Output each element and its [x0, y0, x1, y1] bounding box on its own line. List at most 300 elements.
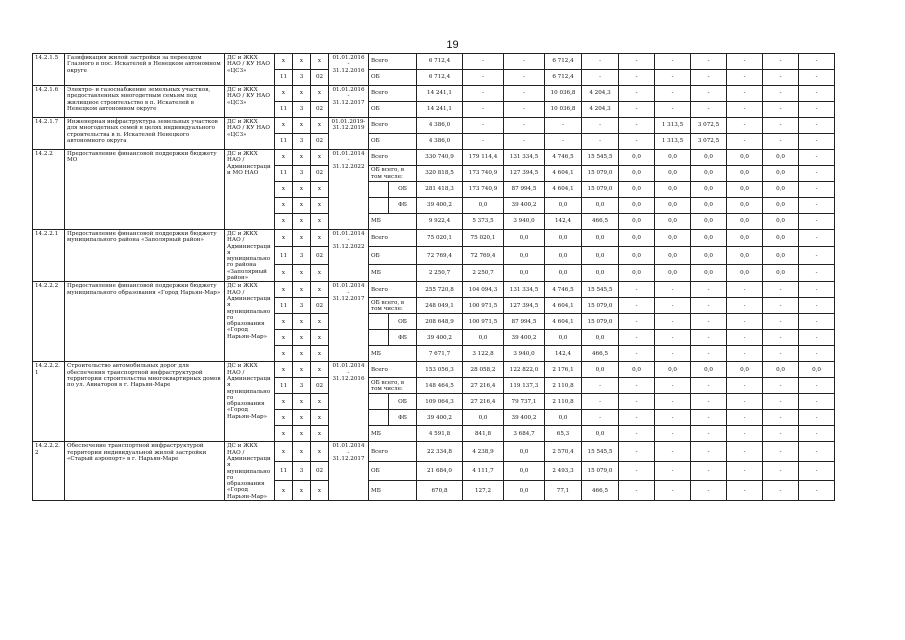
- table-cell: -: [727, 86, 763, 102]
- table-cell: 119 137,3: [504, 378, 545, 394]
- table-cell: -: [655, 426, 691, 442]
- table-cell: 173 740,9: [463, 182, 504, 198]
- table-cell: 2 493,3: [545, 461, 582, 481]
- table-cell: 4 604,1: [545, 298, 582, 314]
- table-cell: x: [275, 394, 293, 410]
- table-cell: x: [293, 394, 311, 410]
- table-cell: 0,0: [582, 198, 619, 214]
- table-cell: -: [727, 118, 763, 134]
- table-cell: 0,0: [619, 362, 655, 378]
- table-cell: 127,2: [463, 481, 504, 501]
- table-cell: 22 334,8: [417, 442, 463, 462]
- table-cell: -: [727, 442, 763, 462]
- table-cell: 0,0: [727, 214, 763, 230]
- table-cell: 0,0: [619, 264, 655, 281]
- table-cell: -: [763, 134, 799, 150]
- table-cell: 4 204,3: [582, 86, 619, 102]
- table-cell: x: [275, 346, 293, 362]
- table-cell: 148 464,5: [417, 378, 463, 394]
- table-cell: -: [655, 54, 691, 70]
- table-row: [33, 230, 875, 247]
- table-cell: 0,0: [763, 247, 799, 264]
- table-cell: 0,0: [582, 362, 619, 378]
- table-cell: x: [311, 182, 329, 198]
- table-cell: 100 971,5: [463, 314, 504, 330]
- table-cell: МБ: [369, 481, 417, 501]
- table-cell: 01.01.2014 - 31.12.2017: [329, 282, 369, 362]
- table-cell: 4 386,0: [417, 118, 463, 134]
- table-cell: 3 122,8: [463, 346, 504, 362]
- table-cell: 0,0: [619, 230, 655, 247]
- table-cell: -: [799, 410, 835, 426]
- table-cell: 02: [311, 70, 329, 86]
- table-cell: -: [727, 461, 763, 481]
- table-cell: -: [727, 330, 763, 346]
- table-cell: 0,0: [504, 230, 545, 247]
- table-cell: 127 394,5: [504, 298, 545, 314]
- table-cell: 0,0: [727, 182, 763, 198]
- table-cell: -: [799, 54, 835, 70]
- table-cell: x: [311, 282, 329, 298]
- table-cell: 0,0: [763, 150, 799, 166]
- table-cell: 109 064,3: [417, 394, 463, 410]
- table-cell: -: [799, 198, 835, 214]
- table-cell: 3: [293, 298, 311, 314]
- table-cell: 0,0: [655, 362, 691, 378]
- table-cell: 0,0: [619, 182, 655, 198]
- table-cell: 3: [293, 102, 311, 118]
- table-cell: 131 334,5: [504, 282, 545, 298]
- table-cell: -: [763, 330, 799, 346]
- table-cell: 14.2.1.7: [33, 118, 65, 150]
- table-cell: 01.01.2014 - 31.12.2022: [329, 230, 369, 282]
- table-cell: -: [763, 118, 799, 134]
- table-cell: 11: [275, 166, 293, 182]
- table-cell: -: [691, 426, 727, 442]
- table-cell: -: [763, 70, 799, 86]
- table-cell: 9 922,4: [417, 214, 463, 230]
- table-cell: -: [655, 410, 691, 426]
- table-cell: 330 740,9: [417, 150, 463, 166]
- table-cell: -: [799, 461, 835, 481]
- table-cell: -: [727, 54, 763, 70]
- table-cell: x: [293, 264, 311, 281]
- budget-table: [32, 53, 875, 501]
- table-cell: -: [655, 481, 691, 501]
- table-cell: 02: [311, 378, 329, 394]
- table-cell: 0,0: [504, 247, 545, 264]
- table-cell: ОБ всего, в том числе:: [369, 298, 417, 314]
- table-cell: x: [293, 410, 311, 426]
- table-cell: 0,0: [763, 166, 799, 182]
- table-cell: x: [311, 426, 329, 442]
- table-cell: -: [799, 214, 835, 230]
- table-cell: -: [463, 134, 504, 150]
- table-cell: 0,0: [691, 150, 727, 166]
- table-cell: 4 746,5: [545, 282, 582, 298]
- table-cell: 4 204,3: [582, 102, 619, 118]
- table-cell: 0,0: [619, 247, 655, 264]
- table-cell: 104 094,3: [463, 282, 504, 298]
- table-cell: x: [293, 330, 311, 346]
- table-cell: 14 241,1: [417, 102, 463, 118]
- table-cell: ДС и ЖКХ НАО / Администрация муниципального образования «Город Нарьян-Мар»: [225, 442, 275, 501]
- table-cell: ФБ: [389, 410, 417, 426]
- table-cell: 3 940,0: [504, 346, 545, 362]
- table-cell: ОБ: [369, 247, 417, 264]
- table-cell: -: [763, 481, 799, 501]
- table-cell: ДС и ЖКХ НАО / КУ НАО «ЦСЗ»: [225, 54, 275, 86]
- table-body: [33, 54, 875, 501]
- table-cell: x: [275, 330, 293, 346]
- table-cell: x: [293, 314, 311, 330]
- table-cell: -: [799, 282, 835, 298]
- table-cell: -: [582, 134, 619, 150]
- table-cell: 11: [275, 247, 293, 264]
- table-cell: -: [799, 134, 835, 150]
- table-cell: 100 971,5: [463, 298, 504, 314]
- table-cell: 02: [311, 134, 329, 150]
- table-cell: 670,8: [417, 481, 463, 501]
- table-cell: 65,3: [545, 426, 582, 442]
- table-cell: 0,0: [655, 247, 691, 264]
- table-cell: 3: [293, 247, 311, 264]
- table-cell: -: [655, 346, 691, 362]
- table-cell: ДС и ЖКХ НАО / КУ НАО «ЦСЗ»: [225, 86, 275, 118]
- table-cell: 1 313,5: [655, 118, 691, 134]
- table-cell: 11: [275, 378, 293, 394]
- table-cell: -: [763, 378, 799, 394]
- table-cell: -: [727, 134, 763, 150]
- table-cell: 14.2.2: [33, 150, 65, 230]
- table-cell: 0,0: [763, 230, 799, 247]
- table-cell: 15 545,5: [582, 150, 619, 166]
- table-cell: 02: [311, 166, 329, 182]
- table-cell: -: [691, 282, 727, 298]
- table-cell: -: [799, 378, 835, 394]
- table-cell: x: [275, 282, 293, 298]
- table-cell: -: [799, 394, 835, 410]
- table-cell: 75 020,1: [463, 230, 504, 247]
- table-cell: -: [763, 298, 799, 314]
- table-cell: -: [545, 134, 582, 150]
- table-cell: 21 684,0: [417, 461, 463, 481]
- table-cell: 0,0: [655, 264, 691, 281]
- table-cell: 39 400,2: [417, 198, 463, 214]
- table-cell: x: [311, 230, 329, 247]
- table-cell: -: [691, 394, 727, 410]
- table-cell: 0,0: [691, 198, 727, 214]
- table-cell: 0,0: [727, 198, 763, 214]
- table-cell: [369, 394, 389, 410]
- table-cell: -: [727, 394, 763, 410]
- table-cell: x: [311, 264, 329, 281]
- table-cell: 320 818,5: [417, 166, 463, 182]
- table-cell: -: [799, 166, 835, 182]
- table-cell: x: [311, 362, 329, 378]
- table-cell: [369, 410, 389, 426]
- table-cell: 0,0: [727, 247, 763, 264]
- table-cell: 3 072,5: [691, 118, 727, 134]
- table-cell: 0,0: [463, 198, 504, 214]
- table-row: [33, 362, 875, 378]
- table-cell: -: [504, 70, 545, 86]
- table-cell: -: [463, 102, 504, 118]
- table-cell: 127 394,5: [504, 166, 545, 182]
- table-cell: 0,0: [727, 264, 763, 281]
- table-cell: 3: [293, 70, 311, 86]
- table-cell: 01.01.2014 - 31.12.2022: [329, 150, 369, 230]
- table-cell: 0,0: [691, 247, 727, 264]
- table-cell: -: [799, 298, 835, 314]
- table-cell: x: [293, 86, 311, 102]
- table-cell: 10 036,8: [545, 86, 582, 102]
- table-cell: Всего: [369, 230, 417, 247]
- table-cell: МБ: [369, 426, 417, 442]
- table-cell: -: [619, 134, 655, 150]
- table-cell: x: [311, 330, 329, 346]
- table-cell: 248 049,1: [417, 298, 463, 314]
- table-cell: 6 712,4: [545, 70, 582, 86]
- table-cell: 0,0: [545, 247, 582, 264]
- table-cell: -: [727, 102, 763, 118]
- table-cell: 4 604,1: [545, 314, 582, 330]
- table-cell: 6 712,4: [417, 54, 463, 70]
- table-cell: 0,0: [763, 198, 799, 214]
- table-cell: [369, 182, 389, 198]
- table-cell: -: [619, 410, 655, 426]
- table-cell: -: [504, 134, 545, 150]
- table-cell: -: [727, 426, 763, 442]
- table-cell: 39 400,2: [504, 410, 545, 426]
- table-cell: 4 111,7: [463, 461, 504, 481]
- table-cell: 2 250,7: [417, 264, 463, 281]
- table-cell: ОБ всего, в том числе:: [369, 166, 417, 182]
- table-cell: x: [275, 214, 293, 230]
- table-cell: 3: [293, 166, 311, 182]
- table-cell: Всего: [369, 150, 417, 166]
- table-cell: 10 036,8: [545, 102, 582, 118]
- table-cell: 14.2.2.2.2: [33, 442, 65, 501]
- table-cell: -: [691, 481, 727, 501]
- table-cell: 6 712,4: [545, 54, 582, 70]
- table-cell: x: [275, 54, 293, 70]
- table-cell: -: [799, 314, 835, 330]
- table-cell: 0,0: [655, 214, 691, 230]
- table-cell: Газификация жилой застройки за переездом Глазного в пос. Искателей в Ненецком автономном округе: [65, 54, 225, 86]
- table-cell: -: [619, 86, 655, 102]
- table-cell: 01.01.2016 - 31.12.2016: [329, 54, 369, 86]
- table-cell: 0,0: [655, 230, 691, 247]
- table-cell: 142,4: [545, 346, 582, 362]
- table-cell: -: [582, 118, 619, 134]
- table-cell: ОБ: [369, 134, 417, 150]
- table-cell: -: [727, 282, 763, 298]
- table-cell: -: [799, 118, 835, 134]
- table-cell: 0,0: [763, 362, 799, 378]
- table-cell: -: [763, 461, 799, 481]
- table-cell: 77,1: [545, 481, 582, 501]
- table-cell: 0,0: [691, 264, 727, 281]
- table-cell: ОБ всего, в том числе:: [369, 378, 417, 394]
- table-cell: -: [799, 264, 835, 281]
- table-cell: 15 545,5: [582, 282, 619, 298]
- table-cell: x: [311, 214, 329, 230]
- table-cell: 75 020,1: [417, 230, 463, 247]
- table-cell: -: [619, 70, 655, 86]
- table-cell: МБ: [369, 214, 417, 230]
- table-cell: Предоставление финансовой поддержки бюджету муниципального образования «Город Нарьян-Мар»: [65, 282, 225, 362]
- table-cell: x: [275, 410, 293, 426]
- table-cell: 4 604,1: [545, 166, 582, 182]
- table-cell: -: [691, 346, 727, 362]
- table-cell: 153 056,3: [417, 362, 463, 378]
- table-cell: x: [293, 182, 311, 198]
- table-cell: 02: [311, 461, 329, 481]
- table-cell: -: [655, 298, 691, 314]
- table-cell: 0,0: [504, 461, 545, 481]
- table-cell: -: [691, 314, 727, 330]
- table-cell: x: [275, 150, 293, 166]
- table-cell: -: [619, 394, 655, 410]
- table-cell: ОБ: [389, 394, 417, 410]
- table-cell: -: [655, 86, 691, 102]
- table-cell: -: [691, 410, 727, 426]
- table-cell: ФБ: [389, 330, 417, 346]
- table-cell: x: [293, 214, 311, 230]
- table-cell: -: [763, 426, 799, 442]
- table-cell: -: [727, 481, 763, 501]
- table-cell: x: [311, 410, 329, 426]
- table-cell: -: [463, 70, 504, 86]
- table-cell: 2 570,4: [545, 442, 582, 462]
- table-cell: ДС и ЖКХ НАО / Администрации МО НАО: [225, 150, 275, 230]
- table-cell: -: [763, 314, 799, 330]
- table-cell: Обеспечение транспортной инфраструктурой территории индивидуальной жилой застройки «Старый аэропорт» в г. Нарьян-Маре: [65, 442, 225, 501]
- table-cell: Предоставление финансовой поддержки бюджету МО: [65, 150, 225, 230]
- table-cell: x: [311, 481, 329, 501]
- table-cell: 0,0: [582, 247, 619, 264]
- table-cell: 0,0: [655, 182, 691, 198]
- table-cell: -: [763, 346, 799, 362]
- table-cell: x: [275, 198, 293, 214]
- table-cell: -: [619, 118, 655, 134]
- table-cell: 0,0: [655, 198, 691, 214]
- table-cell: 0,0: [463, 330, 504, 346]
- table-cell: Всего: [369, 86, 417, 102]
- table-cell: 4 604,1: [545, 182, 582, 198]
- table-cell: ОБ: [369, 461, 417, 481]
- table-cell: -: [691, 330, 727, 346]
- table-cell: 179 114,4: [463, 150, 504, 166]
- table-cell: -: [691, 70, 727, 86]
- table-cell: -: [691, 298, 727, 314]
- table-cell: 0,0: [582, 230, 619, 247]
- table-cell: -: [799, 182, 835, 198]
- table-cell: 11: [275, 134, 293, 150]
- table-cell: x: [293, 118, 311, 134]
- table-cell: x: [275, 182, 293, 198]
- table-cell: -: [619, 314, 655, 330]
- table-cell: 0,0: [691, 214, 727, 230]
- table-cell: -: [799, 86, 835, 102]
- table-cell: 39 400,2: [504, 330, 545, 346]
- table-cell: 0,0: [504, 442, 545, 462]
- table-cell: 3 940,0: [504, 214, 545, 230]
- table-cell: 0,0: [545, 198, 582, 214]
- table-cell: -: [655, 461, 691, 481]
- table-cell: Предоставление финансовой поддержки бюджету муниципального района «Заполярный район»: [65, 230, 225, 282]
- table-cell: -: [799, 150, 835, 166]
- table-cell: ОБ: [389, 314, 417, 330]
- table-cell: x: [311, 54, 329, 70]
- page-number: 19: [446, 39, 459, 51]
- table-cell: 173 740,9: [463, 166, 504, 182]
- table-cell: 02: [311, 102, 329, 118]
- table-cell: x: [275, 230, 293, 247]
- table-cell: 466,5: [582, 214, 619, 230]
- table-cell: -: [655, 282, 691, 298]
- table-cell: -: [655, 330, 691, 346]
- table-cell: 0,0: [763, 264, 799, 281]
- table-cell: ОБ: [369, 70, 417, 86]
- table-cell: 02: [311, 247, 329, 264]
- table-cell: -: [619, 461, 655, 481]
- table-cell: 15 079,0: [582, 182, 619, 198]
- table-cell: 4 591,8: [417, 426, 463, 442]
- table-cell: x: [311, 346, 329, 362]
- table-cell: x: [311, 198, 329, 214]
- table-cell: 0,0: [582, 264, 619, 281]
- table-cell: -: [763, 282, 799, 298]
- table-cell: 0,0: [504, 264, 545, 281]
- table-cell: ФБ: [389, 198, 417, 214]
- table-cell: МБ: [369, 264, 417, 281]
- table-cell: -: [619, 102, 655, 118]
- table-cell: -: [763, 442, 799, 462]
- table-cell: Всего: [369, 282, 417, 298]
- table-cell: 0,0: [727, 230, 763, 247]
- table-cell: -: [582, 410, 619, 426]
- table-row: [33, 282, 875, 298]
- table-cell: 79 737,1: [504, 394, 545, 410]
- table-cell: 3: [293, 378, 311, 394]
- table-cell: 466,5: [582, 346, 619, 362]
- table-cell: ДС и ЖКХ НАО / КУ НАО «ЦСЗ»: [225, 118, 275, 150]
- table-cell: -: [799, 247, 835, 264]
- table-cell: x: [311, 150, 329, 166]
- table-cell: -: [655, 378, 691, 394]
- table-cell: 0,0: [545, 410, 582, 426]
- table-cell: Инженерная инфраструктура земельных участков для многодетных семей в целях индивидуального строительства в п. Искателей Ненецкого автономного округа: [65, 118, 225, 150]
- table-cell: 14 241,1: [417, 86, 463, 102]
- table-cell: 3 684,7: [504, 426, 545, 442]
- table-cell: 14.2.1.6: [33, 86, 65, 118]
- table-cell: -: [763, 410, 799, 426]
- table-cell: 11: [275, 70, 293, 86]
- table-cell: 28 058,2: [463, 362, 504, 378]
- table-cell: 15 079,0: [582, 166, 619, 182]
- table-cell: -: [582, 70, 619, 86]
- table-cell: -: [691, 86, 727, 102]
- table-cell: -: [655, 70, 691, 86]
- table-cell: -: [619, 54, 655, 70]
- table-cell: ОБ: [369, 102, 417, 118]
- table-cell: 01.01.2016 - 31.12.2017: [329, 86, 369, 118]
- table-cell: x: [293, 481, 311, 501]
- table-cell: 15 079,0: [582, 298, 619, 314]
- table-cell: 0,0: [691, 362, 727, 378]
